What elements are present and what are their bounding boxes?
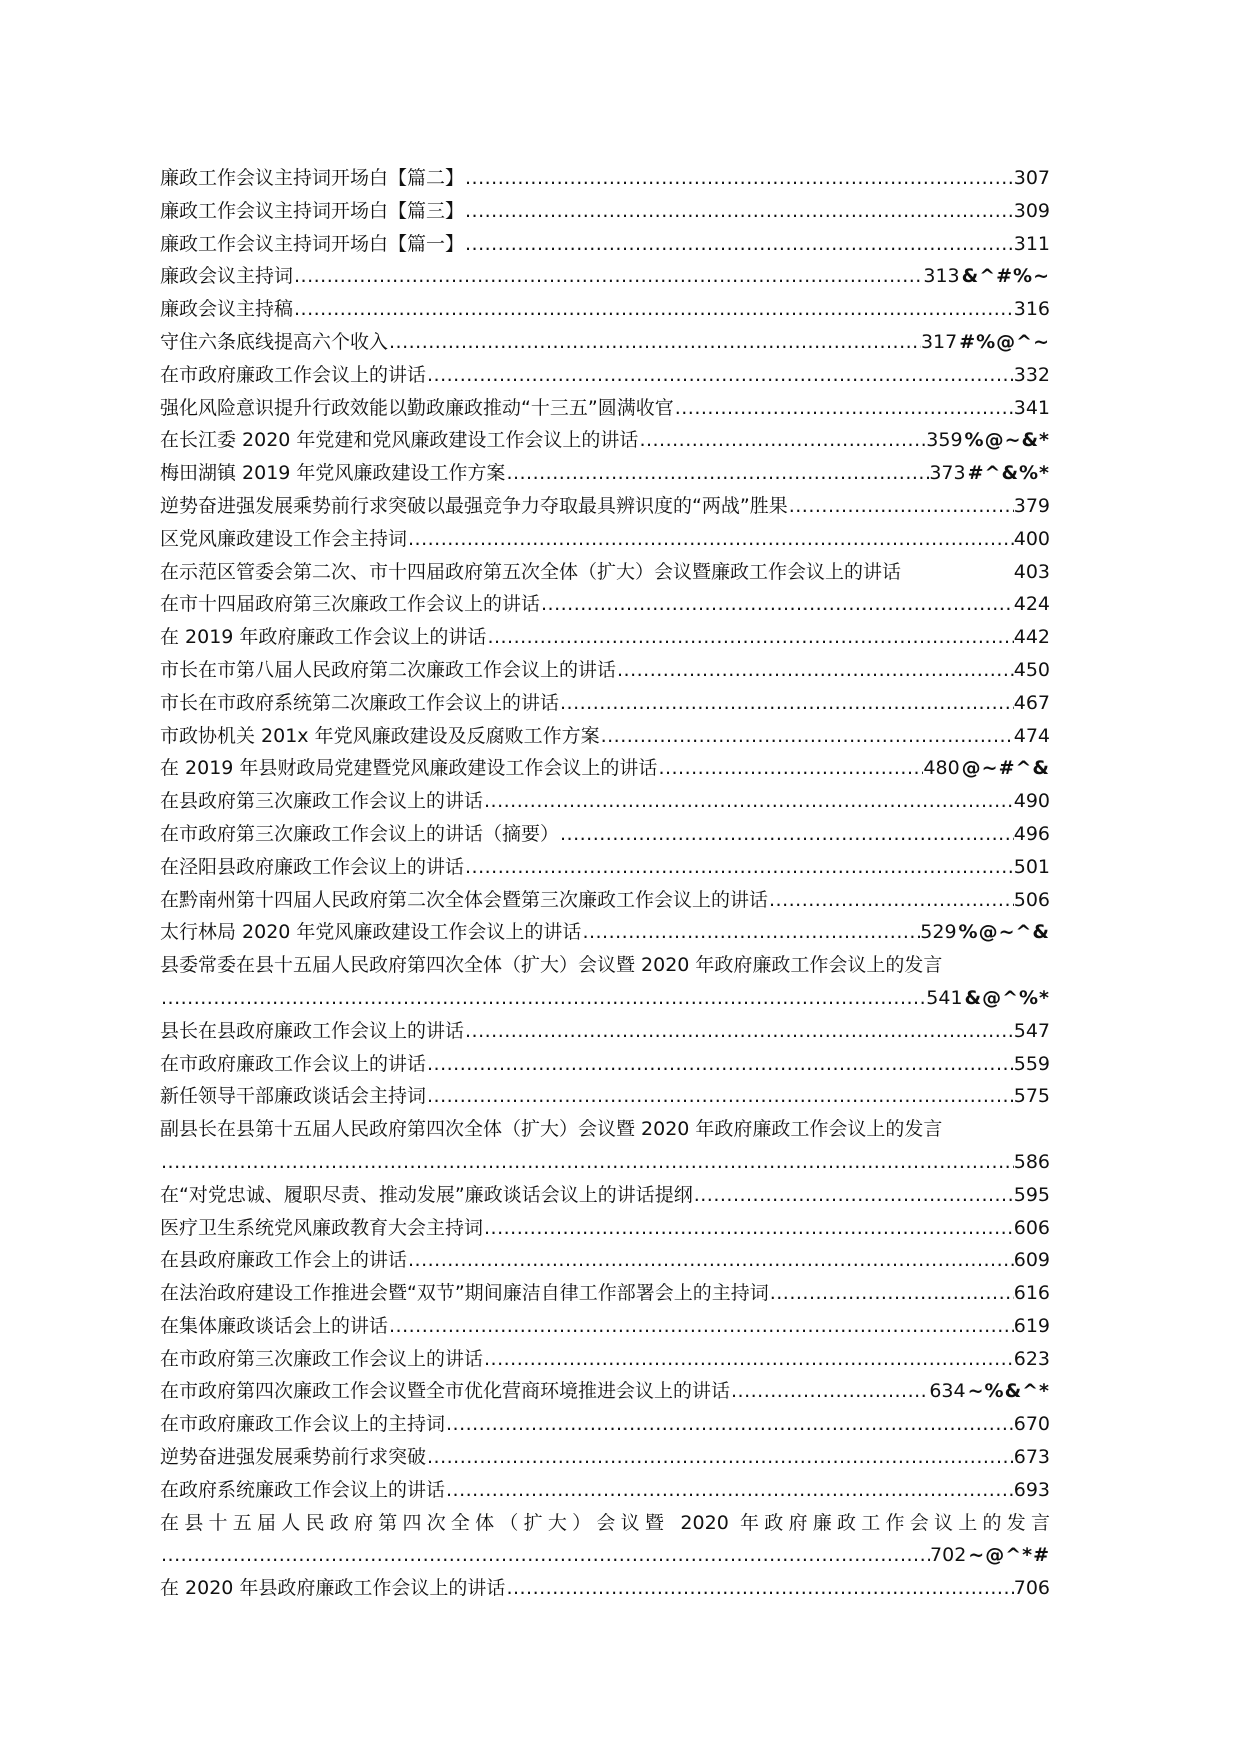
toc-entry-title: 市长在市第八届人民政府第二次廉政工作会议上的讲话 [160,658,617,681]
toc-entry-page: 359 [926,429,963,452]
toc-entry-page: 541 [926,986,963,1009]
toc-entry-title: 在县十五届人民政府第四次全体（扩大）会议暨 2020 年政府廉政工作会议上的发言 [160,1511,1050,1534]
toc-entry-page: 606 [1013,1216,1050,1239]
toc-entry-page: 309 [1013,199,1050,222]
toc-leader-dots [388,326,921,359]
toc-entry-page: 490 [1013,790,1050,813]
toc-entry-title: 副县长在县第十五届人民政府第四次全体（扩大）会议暨 2020 年政府廉政工作会议上的发言 [160,1118,943,1141]
toc-entry[interactable] [160,260,1050,293]
toc-leader-dots [464,162,1014,195]
toc-leader-dots [505,1572,1013,1605]
toc-entry-title: 在市政府廉政工作会议上的讲话 [160,1052,427,1075]
toc-entry-page: 379 [1013,494,1050,517]
toc-entry[interactable] [160,1048,1050,1081]
toc-leader-dots [486,621,1013,654]
toc-entry-page: 311 [1013,232,1050,255]
toc-entry-suffix: ~%&^* [967,1380,1050,1403]
toc-entry-page: 595 [1013,1183,1050,1206]
toc-entry[interactable] [160,752,1050,785]
toc-entry-page: 400 [1013,527,1050,550]
toc-entry-title: 守住六条底线提高六个收入 [160,330,389,353]
toc-entry-page: 547 [1013,1019,1050,1042]
toc-leader-dots [388,1310,1014,1343]
toc-entry-page: 373 [929,462,966,485]
toc-entry-page: 316 [1013,298,1050,321]
toc-leader-dots [788,490,1014,523]
toc-entry[interactable] [160,1310,1050,1343]
toc-entry-page: 442 [1013,626,1050,649]
toc-entry-title: 新任领导干部廉政谈话会主持词 [160,1085,427,1108]
toc-entry-suffix: %@~^& [958,921,1050,944]
toc-leader-dots [693,1179,1014,1212]
toc-entry-suffix: #^&%* [967,462,1050,485]
toc-entry[interactable] [160,1572,1050,1605]
toc-entry[interactable] [160,1212,1050,1245]
toc-entry-title: 医疗卫生系统党风廉政教育大会主持词 [160,1216,484,1239]
toc-entry[interactable] [160,1474,1050,1507]
toc-leader-dots [769,1277,1014,1310]
toc-entry[interactable] [160,1015,1050,1048]
toc-entry-title: 在长江委 2020 年党建和党风廉政建设工作会议上的讲话 [160,429,639,452]
toc-entry-page: 702 [930,1544,967,1567]
toc-entry[interactable] [160,1441,1050,1474]
toc-entry[interactable] [160,556,1050,589]
toc-leader-dots [407,1244,1014,1277]
toc-entry-suffix: @~#^& [961,757,1050,780]
toc-entry[interactable] [160,457,1050,490]
toc-entry[interactable] [160,1244,1050,1277]
toc-entry-title: 梅田湖镇 2019 年党风廉政建设工作方案 [160,462,506,485]
toc-entry-page: 424 [1013,593,1050,616]
toc-entry-page: 706 [1013,1577,1050,1600]
toc-entry-title: 廉政工作会议主持词开场白【篇二】 [160,167,465,189]
toc-entry[interactable] [160,392,1050,425]
toc-entry[interactable] [160,884,1050,917]
toc-entry-page: 403 [1013,560,1050,583]
toc-entry[interactable] [160,162,1050,195]
toc-entry[interactable] [160,1080,1050,1113]
toc-leader-dots [505,457,929,490]
toc-entry-page: 586 [1013,1150,1050,1173]
toc-entry-page: 317 [920,330,958,353]
toc-entry[interactable] [160,293,1050,326]
toc-entry-suffix: %@~&* [964,429,1050,452]
toc-entry[interactable] [160,195,1050,228]
toc-entry-title: 在“对党忠诚、履职尽责、推动发展”廉政谈话会议上的讲话提纲 [160,1183,693,1206]
toc-entry[interactable] [160,228,1050,261]
toc-entry-title: 区党风廉政建设工作会主持词 [160,527,408,550]
toc-leader-dots [160,1539,930,1572]
toc-leader-dots [464,1015,1014,1048]
toc-entry-title: 在市政府廉政工作会议上的主持词 [160,1413,446,1436]
toc-entry-page: 634 [929,1380,966,1403]
toc-entry[interactable] [160,523,1050,556]
toc-leader-dots [730,1375,929,1408]
toc-leader-dots [559,687,1014,720]
toc-entry[interactable] [160,1408,1050,1441]
toc-entry-page: 474 [1013,724,1050,747]
toc-leader-dots [638,424,926,457]
toc-leader-dots [600,720,1014,753]
toc-entry-page: 332 [1013,363,1050,386]
toc-entry-title: 县长在县政府廉政工作会议上的讲话 [160,1019,465,1042]
toc-entry-title: 逆势奋进强发展乘势前行求突破以最强竞争力夺取最具辨识度的“两战”胜果 [160,494,788,517]
toc-entry-title: 在黔南州第十四届人民政府第二次全体会暨第三次廉政工作会议上的讲话 [160,888,769,911]
toc-entry[interactable] [160,785,1050,818]
toc-entry[interactable] [160,1113,1050,1179]
toc-leader-dots [581,916,920,949]
toc-entry[interactable] [160,1343,1050,1376]
toc-entry[interactable] [160,687,1050,720]
toc-leader-dots [674,392,1014,425]
toc-entry[interactable] [160,916,1050,949]
toc-leader-dots [426,359,1014,392]
toc-leader-dots [464,228,1014,261]
toc-entry-suffix: &@^%* [964,986,1050,1009]
toc-leader-dots [657,752,923,785]
toc-leader-dots [407,523,1014,556]
toc-entry-page: 480 [923,757,960,780]
toc-entry-page: 529 [920,921,957,944]
toc-entry-title: 在县政府廉政工作会上的讲话 [160,1249,408,1272]
toc-entry[interactable] [160,1277,1050,1310]
toc-leader-dots [464,851,1014,884]
toc-entry-title: 在集体廉政谈话会上的讲话 [160,1314,389,1337]
toc-entry-title: 在 2019 年政府廉政工作会议上的讲话 [160,626,487,649]
toc-entry-page: 559 [1013,1052,1050,1075]
toc-entry-page: 307 [1013,167,1050,189]
toc-leader-dots [483,785,1014,818]
toc-entry-page: 341 [1013,396,1050,419]
toc-leader-dots [293,260,923,293]
toc-entry-page: 609 [1013,1249,1050,1272]
table-of-contents [160,162,1050,1605]
toc-leader-dots [540,588,1014,621]
toc-leader-dots [160,982,926,1015]
toc-entry-title: 县委常委在县十五届人民政府第四次全体（扩大）会议暨 2020 年政府廉政工作会议上的发言 [160,954,943,977]
toc-leader-dots [483,1212,1014,1245]
toc-entry[interactable] [160,720,1050,753]
toc-entry[interactable] [160,359,1050,392]
toc-entry-page: 670 [1013,1413,1050,1436]
toc-entry[interactable] [160,424,1050,457]
toc-leader-dots [426,1441,1014,1474]
toc-leader-dots [445,1474,1014,1507]
toc-entry-page: 501 [1013,855,1050,878]
toc-entry-title: 廉政工作会议主持词开场白【篇一】 [160,232,465,255]
toc-entry[interactable] [160,654,1050,687]
toc-entry-title: 在 2020 年县政府廉政工作会议上的讲话 [160,1577,506,1600]
toc-leader-dots [426,1048,1014,1081]
toc-entry-title: 廉政工作会议主持词开场白【篇三】 [160,199,465,222]
toc-leader-dots [445,1408,1014,1441]
toc-entry-title: 市政协机关 201x 年党风廉政建设及反腐败工作方案 [160,724,600,747]
toc-entry-title: 在市政府廉政工作会议上的讲话 [160,363,427,386]
toc-entry-title: 在法治政府建设工作推进会暨“双节”期间廉洁自律工作部署会上的主持词 [160,1282,769,1305]
toc-entry-title: 强化风险意识提升行政效能以勤政廉政推动“十三五”圆满收官 [160,396,674,419]
toc-leader-dots [160,1146,1014,1179]
toc-entry[interactable] [160,818,1050,851]
toc-entry-title: 在县政府第三次廉政工作会议上的讲话 [160,790,484,813]
toc-entry-page: 467 [1013,691,1050,714]
toc-entry-suffix: #%@^~ [959,330,1050,353]
toc-leader-dots [464,195,1014,228]
toc-entry-page: 506 [1013,888,1050,911]
toc-entry-title: 在泾阳县政府廉政工作会议上的讲话 [160,855,465,878]
toc-leader-dots [483,1343,1014,1376]
toc-entry-title: 市长在市政府系统第二次廉政工作会议上的讲话 [160,691,560,714]
toc-leader-dots [426,1080,1014,1113]
toc-entry-page: 313 [923,265,960,288]
toc-entry-title: 在市十四届政府第三次廉政工作会议上的讲话 [160,593,541,616]
toc-entry-title: 廉政会议主持稿 [160,298,294,321]
toc-entry-page: 616 [1013,1282,1050,1305]
toc-entry-title: 在市政府第三次廉政工作会议上的讲话（摘要） [160,822,560,845]
toc-leader-dots [559,818,1014,851]
toc-entry-title: 逆势奋进强发展乘势前行求突破 [160,1446,427,1469]
toc-entry-page: 693 [1013,1478,1050,1501]
toc-entry-title: 在 2019 年县财政局党建暨党风廉政建设工作会议上的讲话 [160,757,658,780]
toc-entry[interactable] [160,851,1050,884]
toc-entry-page: 619 [1013,1314,1050,1337]
toc-entry-title: 廉政会议主持词 [160,265,294,288]
toc-entry-page: 496 [1013,822,1050,845]
toc-entry[interactable] [160,326,1050,359]
toc-entry[interactable] [160,588,1050,621]
toc-entry[interactable] [160,621,1050,654]
toc-entry[interactable] [160,1375,1050,1408]
toc-entry-page: 673 [1013,1446,1050,1469]
toc-leader-dots [616,654,1014,687]
toc-entry-title: 太行林局 2020 年党风廉政建设工作会议上的讲话 [160,921,582,944]
toc-entry-suffix: &^#%~ [961,265,1050,288]
toc-leader-dots [768,884,1014,917]
toc-entry-suffix: ~@^*# [968,1544,1050,1567]
toc-leader-dots [293,293,1014,326]
toc-entry-title: 在市政府第三次廉政工作会议上的讲话 [160,1347,484,1370]
toc-entry-title: 在示范区管委会第二次、市十四届政府第五次全体（扩大）会议暨廉政工作会议上的讲话 [160,560,902,583]
toc-entry[interactable] [160,1507,1050,1573]
toc-entry[interactable] [160,949,1050,1015]
toc-entry[interactable] [160,490,1050,523]
toc-entry-page: 623 [1013,1347,1050,1370]
toc-entry-page: 450 [1013,658,1050,681]
toc-entry[interactable] [160,1179,1050,1212]
toc-entry-title: 在市政府第四次廉政工作会议暨全市优化营商环境推进会议上的讲话 [160,1380,731,1403]
toc-entry-title: 在政府系统廉政工作会议上的讲话 [160,1478,446,1501]
toc-entry-page: 575 [1013,1085,1050,1108]
